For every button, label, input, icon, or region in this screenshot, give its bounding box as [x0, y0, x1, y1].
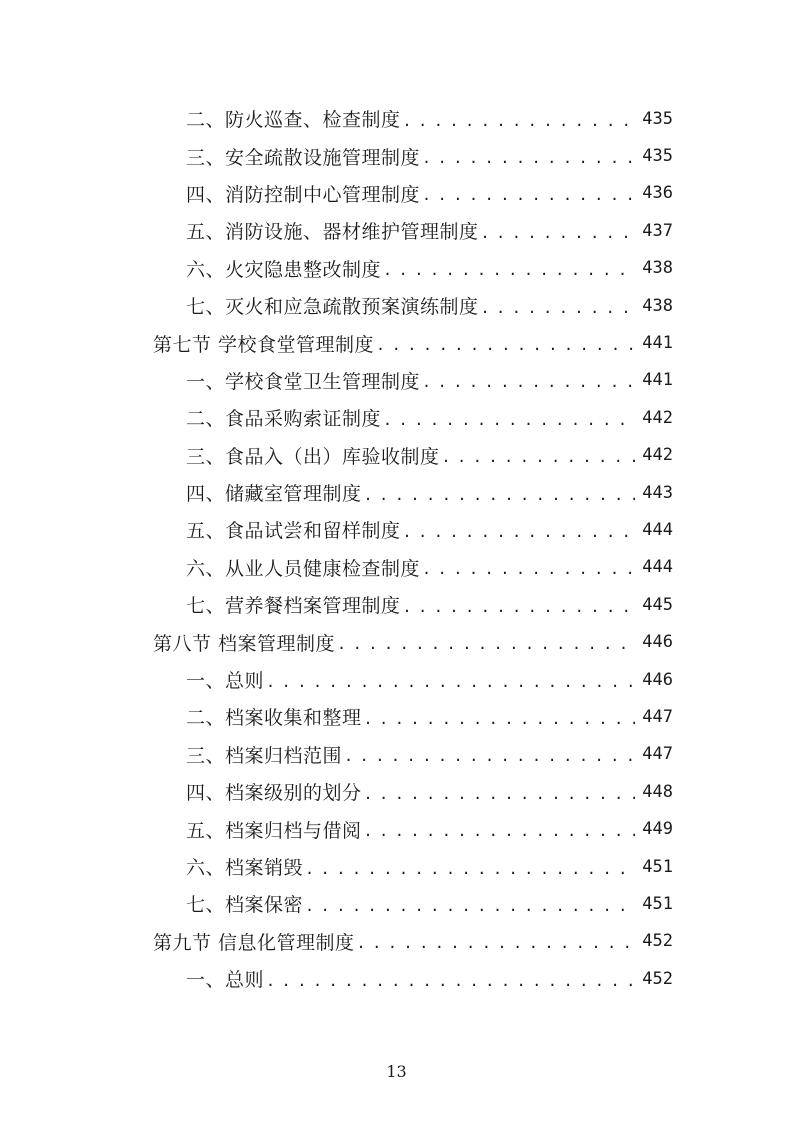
toc-subsection-entry[interactable]: [186, 810, 673, 847]
toc-entry-page-number: 435: [642, 108, 673, 129]
toc-subsection-entry[interactable]: [186, 885, 673, 922]
toc-dot-leader: [266, 972, 635, 990]
toc-subsection-entry[interactable]: [186, 773, 673, 810]
toc-entry-title: 六、火灾隐患整改制度: [186, 258, 382, 281]
toc-entry-page-number: 442: [642, 445, 673, 466]
toc-entry-title: 七、档案保密: [186, 894, 304, 917]
toc-subsection-entry[interactable]: [186, 100, 673, 137]
toc-entry-page-number: 451: [642, 893, 673, 914]
toc-dot-leader: [364, 822, 635, 840]
toc-entry-title: 四、储藏室管理制度: [186, 483, 362, 506]
toc-entry-page-number: 446: [642, 669, 673, 690]
toc-entry-page-number: 442: [642, 407, 673, 428]
toc-entry-page-number: 445: [642, 594, 673, 615]
toc-entry-title: 七、灭火和应急疏散预案演练制度: [186, 296, 479, 319]
toc-dot-leader: [357, 934, 635, 952]
toc-entry-title: 第七节 学校食堂管理制度: [153, 333, 375, 356]
toc-entry-page-number: 452: [642, 968, 673, 989]
toc-dot-leader: [403, 598, 635, 616]
toc-entry-page-number: 438: [642, 295, 673, 316]
toc-subsection-entry[interactable]: [186, 212, 673, 249]
toc-entry-page-number: 438: [642, 258, 673, 279]
toc-subsection-entry[interactable]: [186, 474, 673, 511]
toc-dot-leader: [422, 373, 635, 391]
toc-entry-page-number: 447: [642, 744, 673, 765]
toc-subsection-entry[interactable]: [186, 399, 673, 436]
toc-subsection-entry[interactable]: [186, 250, 673, 287]
toc-dot-leader: [364, 785, 635, 803]
toc-subsection-entry[interactable]: [186, 661, 673, 698]
toc-entry-page-number: 448: [642, 781, 673, 802]
toc-subsection-entry[interactable]: [186, 287, 673, 324]
toc-dot-leader: [422, 186, 635, 204]
toc-entry-title: 七、营养餐档案管理制度: [186, 595, 401, 618]
toc-entry-title: 第九节 信息化管理制度: [153, 931, 355, 954]
toc-entry-title: 三、食品入（出）库验收制度: [186, 445, 440, 468]
toc-subsection-entry[interactable]: [186, 736, 673, 773]
toc-entry-page-number: 446: [642, 632, 673, 653]
toc-entry-title: 五、消防设施、器材维护管理制度: [186, 221, 479, 244]
toc-entry-title: 一、总则: [186, 969, 265, 992]
toc-entry-title: 五、食品试尝和留样制度: [186, 520, 401, 543]
toc-entry-page-number: 452: [642, 931, 673, 952]
toc-subsection-entry[interactable]: [186, 437, 673, 474]
toc-subsection-entry[interactable]: [186, 848, 673, 885]
toc-entry-title: 四、消防控制中心管理制度: [186, 183, 421, 206]
toc-dot-leader: [481, 224, 635, 242]
toc-subsection-entry[interactable]: [186, 175, 673, 212]
toc-dot-leader: [481, 299, 635, 317]
toc-section-entry[interactable]: [153, 923, 673, 960]
toc-entry-page-number: 441: [642, 370, 673, 391]
toc-entry-title: 五、档案归档与借阅: [186, 819, 362, 842]
toc-entry-page-number: 436: [642, 183, 673, 204]
toc-dot-leader: [383, 411, 635, 429]
toc-dot-leader: [383, 261, 635, 279]
toc-subsection-entry[interactable]: [186, 586, 673, 623]
toc-entry-title: 六、档案销毁: [186, 857, 304, 879]
toc-entry-page-number: 437: [642, 220, 673, 241]
toc-entry-title: 二、防火巡查、检查制度: [186, 109, 401, 132]
toc-subsection-entry[interactable]: [186, 137, 673, 174]
toc-entry-title: 二、档案收集和整理: [186, 707, 362, 730]
toc-entry-title: 一、总则: [186, 670, 265, 693]
toc-section-entry[interactable]: [153, 623, 673, 660]
toc-entry-page-number: 447: [642, 706, 673, 727]
toc-dot-leader: [403, 112, 635, 130]
toc-entry-title: 三、档案归档范围: [186, 744, 343, 767]
toc-dot-leader: [422, 149, 635, 167]
toc-entry-title: 六、从业人员健康检查制度: [186, 557, 421, 580]
toc-dot-leader: [364, 486, 635, 504]
toc-subsection-entry[interactable]: [186, 698, 673, 735]
toc-subsection-entry[interactable]: [186, 549, 673, 586]
toc-entry-title: 第八节 档案管理制度: [153, 632, 336, 655]
toc-dot-leader: [364, 710, 635, 728]
toc-entry-title: 三、安全疏散设施管理制度: [186, 146, 421, 169]
toc-dot-leader: [305, 860, 635, 878]
toc-dot-leader: [266, 673, 635, 691]
toc-entry-page-number: 435: [642, 146, 673, 167]
toc-subsection-entry[interactable]: [186, 511, 673, 548]
toc-dot-leader: [376, 336, 635, 354]
toc-entry-page-number: 443: [642, 482, 673, 503]
toc-dot-leader: [305, 897, 635, 915]
toc-subsection-entry[interactable]: [186, 362, 673, 399]
toc-entry-page-number: 444: [642, 557, 673, 578]
toc-dot-leader: [344, 747, 635, 765]
toc-dot-leader: [442, 448, 635, 466]
toc-subsection-entry[interactable]: [186, 960, 673, 997]
toc-entry-page-number: 444: [642, 519, 673, 540]
toc-entry-page-number: 449: [642, 819, 673, 840]
toc-entry-title: 四、档案级别的划分: [186, 782, 362, 805]
table-of-contents: [0, 100, 793, 997]
toc-entry-page-number: 441: [642, 333, 673, 354]
page-number: 13: [386, 1062, 407, 1081]
toc-dot-leader: [403, 523, 635, 541]
toc-entry-page-number: 451: [642, 856, 673, 877]
toc-section-entry[interactable]: [153, 324, 673, 361]
toc-dot-leader: [337, 635, 635, 653]
toc-entry-title: 二、食品采购索证制度: [186, 408, 382, 431]
toc-entry-title: 一、学校食堂卫生管理制度: [186, 370, 421, 393]
toc-dot-leader: [422, 560, 635, 578]
